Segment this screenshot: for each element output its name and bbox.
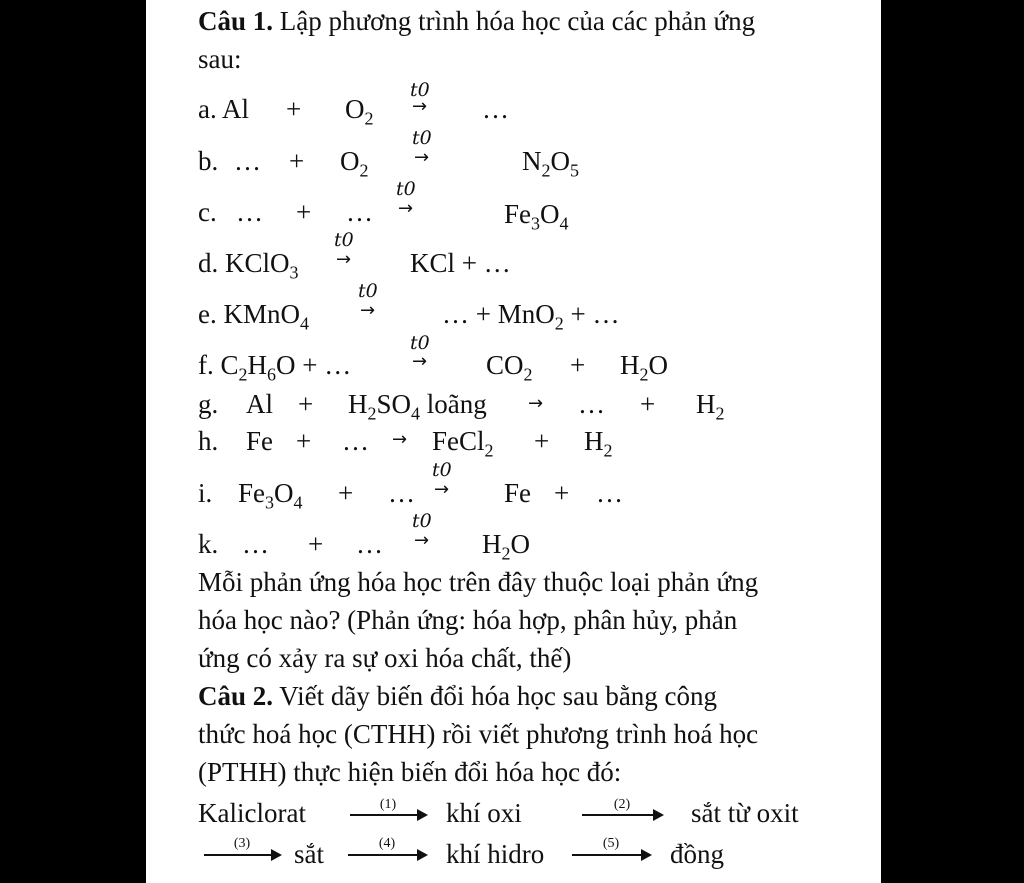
chain-arrow-2 — [582, 814, 662, 816]
reaction-k-prefix: k. — [198, 529, 219, 559]
heat-label-b: t0 — [412, 127, 432, 149]
reaction-a-o2: $O_2$ — [345, 94, 374, 129]
reaction-f-co2: $CO_2$ — [486, 350, 533, 385]
arrow-g: → — [528, 393, 544, 414]
reaction-e-reactant: e. KMnO$_4$ — [198, 299, 309, 334]
reaction-k-h2o: $H_2O$ — [482, 529, 530, 564]
heat-label-k: t0 — [412, 510, 432, 532]
arrow-d: → — [336, 249, 352, 270]
q1-label: Câu 1. — [198, 6, 274, 36]
arrow-i: → — [434, 479, 450, 500]
reaction-b-dots: … — [234, 146, 261, 176]
q2-line-2: thức hoá học (CTHH) rồi viết phương trình hoá học — [198, 719, 759, 749]
reaction-e-products: … + MnO$_2$ + … — [442, 299, 620, 334]
reaction-d-reactant: d. KClO$_3$ — [198, 248, 299, 283]
heat-label-c: t0 — [396, 178, 416, 200]
chain-label-5: (5) — [602, 836, 620, 851]
reaction-g-h2so4: $H_2SO_4$ loãng — [348, 389, 487, 424]
reaction-a-product: … — [482, 94, 509, 124]
reaction-c-product: $Fe_3O_4$ — [504, 199, 569, 234]
reaction-d-product: KCl + … — [410, 248, 511, 278]
reaction-g-h2: $H_2$ — [696, 389, 725, 424]
reaction-i-prefix: i. — [198, 478, 213, 508]
arrow-k: → — [414, 530, 430, 551]
reaction-g-plus-1: + — [298, 389, 314, 419]
q2-line-3: (PTHH) thực hiện biến đổi hóa học đó: — [198, 757, 622, 787]
chain-arrow-4 — [348, 854, 426, 856]
reaction-c-dots-1: … — [236, 197, 263, 227]
reaction-i-dots-1: … — [388, 478, 415, 508]
q2-line-1 — [198, 680, 717, 712]
q1-line-2: sau: — [198, 44, 242, 74]
reaction-i-fe3o4: $Fe_3O_4$ — [238, 478, 303, 513]
q2-label: Câu 2. — [198, 681, 274, 711]
reaction-c-dots-2: … — [346, 197, 373, 227]
q1-question-line-1: Mỗi phản ứng hóa học trên đây thuộc loại phản ứng — [198, 567, 759, 597]
reaction-b-prefix: b. — [198, 146, 219, 176]
chain-khi-oxi: khí oxi — [446, 798, 522, 828]
reaction-i-dots-2: … — [596, 478, 623, 508]
q1-line-1 — [198, 5, 755, 37]
reaction-i-plus-2: + — [554, 478, 570, 508]
chain-label-4: (4) — [378, 836, 396, 851]
reaction-a-reactant-1: a. Al — [198, 94, 249, 124]
chain-label-2: (2) — [613, 797, 631, 812]
q1-question-line-3: ứng có xảy ra sự oxi hóa chất, thế) — [198, 643, 572, 673]
reaction-k-plus: + — [308, 529, 324, 559]
reaction-h-plus-2: + — [534, 426, 550, 456]
reaction-b-plus: + — [289, 146, 305, 176]
reaction-g-dots: … — [578, 389, 605, 419]
arrow-f: → — [412, 351, 428, 372]
q1-text-1: Lập phương trình hóa học của các phản ứng — [279, 6, 756, 36]
chain-khi-hidro: khí hidro — [446, 839, 545, 869]
chain-label-3: (3) — [233, 836, 251, 851]
heat-label-i: t0 — [432, 459, 452, 481]
chain-kaliclorat: Kaliclorat — [198, 798, 306, 828]
reaction-b-product: $N_2O_5$ — [522, 146, 579, 181]
heat-label-a: t0 — [410, 79, 430, 101]
heat-label-d: t0 — [334, 229, 354, 251]
document-page — [146, 0, 881, 883]
reaction-g-plus-2: + — [640, 389, 656, 419]
reaction-h-fecl2: FeCl$_2$ — [432, 426, 494, 461]
reaction-h-plus-1: + — [296, 426, 312, 456]
arrow-c: → — [398, 198, 414, 219]
chain-label-1: (1) — [379, 797, 397, 812]
reaction-f-h2o: $H_2O$ — [620, 350, 668, 385]
chain-arrow-3 — [204, 854, 280, 856]
arrow-b: → — [414, 147, 430, 168]
reaction-f-plus: + — [570, 350, 586, 380]
reaction-b-o2: $O_2$ — [340, 146, 369, 181]
arrow-a: → — [412, 96, 428, 117]
arrow-h: → — [392, 429, 408, 450]
reaction-c-plus: + — [296, 197, 312, 227]
reaction-k-dots-2: … — [356, 529, 383, 559]
reaction-g-al: Al — [246, 389, 273, 419]
chain-arrow-5 — [572, 854, 650, 856]
q2-text-1: Viết dãy biến đổi hóa học sau bằng công — [279, 681, 718, 711]
heat-label-f: t0 — [410, 332, 430, 354]
reaction-h-h2: $H_2$ — [584, 426, 613, 461]
reaction-g-prefix: g. — [198, 389, 219, 419]
reaction-k-dots-1: … — [242, 529, 269, 559]
chain-sat: sắt — [294, 839, 324, 869]
reaction-c-prefix: c. — [198, 197, 217, 227]
chain-sat-tu-oxit: sắt từ oxit — [691, 798, 799, 828]
reaction-h-dots: … — [342, 426, 369, 456]
reaction-h-fe: Fe — [246, 426, 273, 456]
q1-question-line-2: hóa học nào? (Phản ứng: hóa hợp, phân hủy, phản — [198, 605, 738, 635]
arrow-e: → — [360, 300, 376, 321]
heat-label-e: t0 — [358, 280, 378, 302]
reaction-a-plus: + — [286, 94, 302, 124]
chain-dong: đồng — [670, 839, 724, 869]
reaction-f-reactants: f. $C_2H_6O$ + … — [198, 350, 352, 385]
chain-arrow-1 — [350, 814, 426, 816]
reaction-i-plus-1: + — [338, 478, 354, 508]
reaction-h-prefix: h. — [198, 426, 219, 456]
reaction-i-fe: Fe — [504, 478, 531, 508]
